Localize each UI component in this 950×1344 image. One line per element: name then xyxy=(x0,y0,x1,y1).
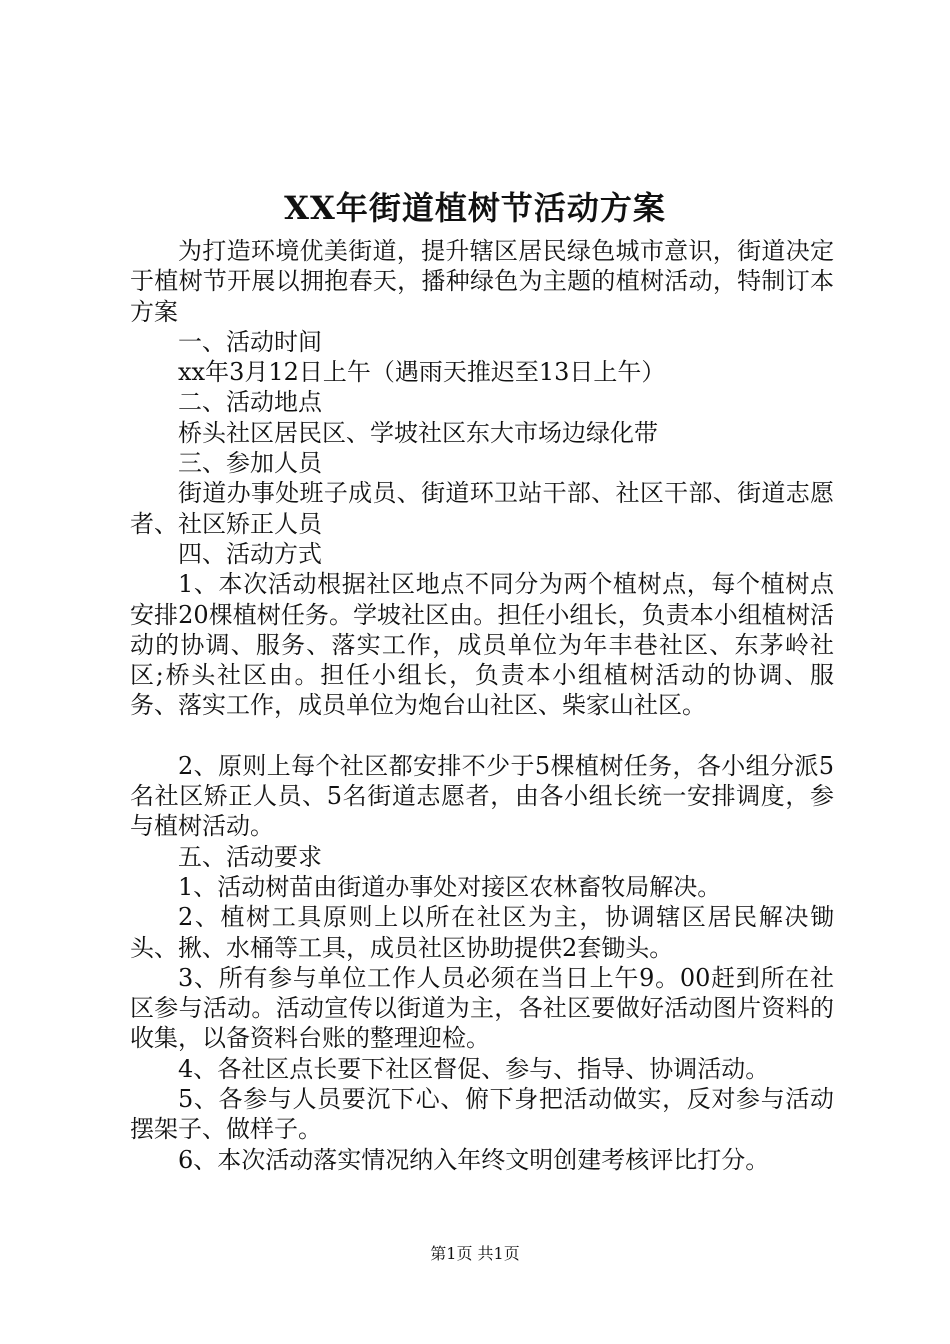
intro-paragraph: 为打造环境优美街道，提升辖区居民绿色城市意识，街道决定于植树节开展以拥抱春天，播种绿色为主题的植树活动，特制订本方案 xyxy=(130,237,834,326)
paragraph-requirement-1: 1、活动树苗由街道办事处对接区农林畜牧局解决。 xyxy=(178,872,722,901)
paragraph-time: xx年3月12日上午（遇雨天推迟至13日上午） xyxy=(178,358,666,387)
paragraph-method-2: 2、原则上每个社区都安排不少于5棵植树任务，各小组分派5名社区矫正人员、5名街道志愿者，由各小组长统一安排调度，参与植树活动。 xyxy=(130,751,834,841)
paragraph-method-1: 1、本次活动根据社区地点不同分为两个植树点，每个植树点安排20棵植树任务。学坡社区由。担任小组长，负责本小组植树活动的协调、服务、落实工作，成员单位为年丰巷社区、东茅岭社区;桥头社区由。担任小组长，负责本小组植树活动的协调、服务、落实工作，成员单位为炮台山社区、柴家山社区。 xyxy=(130,570,834,720)
section-heading-participants: 三、参加人员 xyxy=(178,449,322,478)
paragraph-location: 桥头社区居民区、学坡社区东大市场边绿化带 xyxy=(178,418,658,447)
section-heading-time: 一、活动时间 xyxy=(178,327,322,356)
paragraph-requirement-2: 2、植树工具原则上以所在社区为主，协调辖区居民解决锄头、揪、水桶等工具，成员社区协助提供2套锄头。 xyxy=(130,903,834,962)
section-heading-location: 二、活动地点 xyxy=(178,388,322,417)
paragraph-requirement-6: 6、本次活动落实情况纳入年终文明创建考核评比打分。 xyxy=(178,1145,770,1174)
page-number-footer: 第1页 共1页 xyxy=(430,1244,520,1263)
paragraph-requirement-3: 3、所有参与单位工作人员必须在当日上午9。00赶到所在社区参与活动。活动宣传以街道为主，各社区要做好活动图片资料的收集，以备资料台账的整理迎检。 xyxy=(130,963,834,1053)
section-heading-requirements: 五、活动要求 xyxy=(178,842,322,871)
paragraph-participants: 街道办事处班子成员、街道环卫站干部、社区干部、街道志愿者、社区矫正人员 xyxy=(130,479,834,538)
paragraph-requirement-4: 4、各社区点长要下社区督促、参与、指导、协调活动。 xyxy=(178,1054,770,1083)
document-title: XX年街道植树节活动方案 xyxy=(284,189,666,227)
paragraph-requirement-5: 5、各参与人员要沉下心、俯下身把活动做实，反对参与活动摆架子、做样子。 xyxy=(130,1085,834,1144)
document-body xyxy=(130,236,834,1175)
section-heading-method: 四、活动方式 xyxy=(178,539,322,568)
